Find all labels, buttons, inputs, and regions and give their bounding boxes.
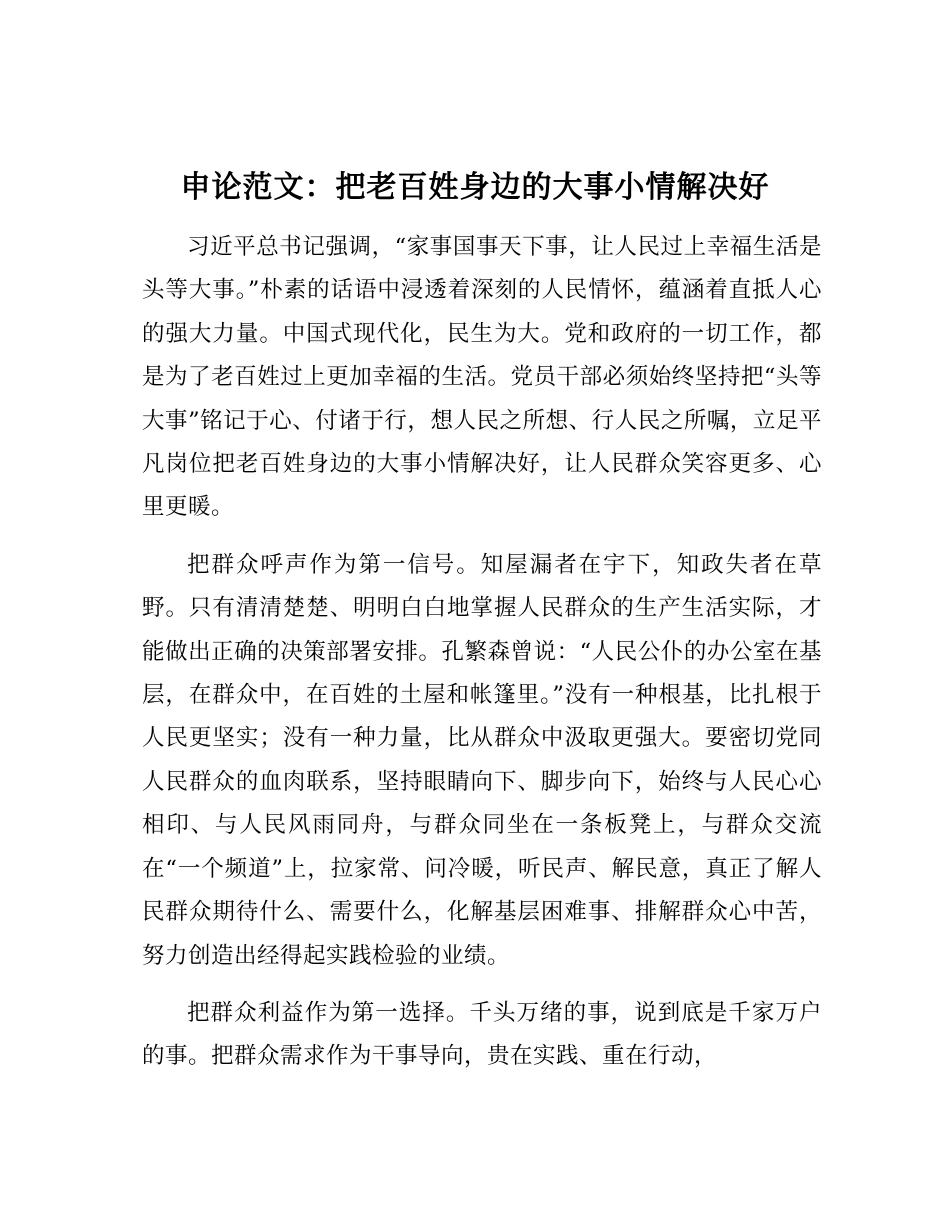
document-title: 申论范文：把老百姓身边的大事小情解决好 — [180, 170, 770, 205]
document-body — [142, 226, 822, 1093]
paragraph-intro: 习近平总书记强调，“家事国事天下事，让人民过上幸福生活是头等大事。”朴素的话语中浸透着深刻的人民情怀，蕴涵着直抵人心的强大力量。中国式现代化，民生为大。党和政府的一切工作，都是为了老百姓过上更加幸福的生活。党员干部必须始终坚持把“头等大事”铭记于心、付诸于行，想人民之所想、行人民之所嘱，立足平凡岗位把老百姓身边的大事小情解决好，让人民群众笑容更多、心里更暖。 — [142, 234, 822, 521]
paragraph-public-interest: 把群众利益作为第一选择。千头万绪的事，说到底是千家万户的事。把群众需求作为干事导向，贵在实践、重在行动， — [142, 999, 822, 1070]
paragraph-public-voice: 把群众呼声作为第一信号。知屋漏者在宇下，知政失者在草野。只有清清楚楚、明明白白地掌握人民群众的生产生活实际，才能做出正确的决策部署安排。孔繁森曾说：“人民公仆的办公室在基层，在群众中，在百姓的土屋和帐篷里。”没有一种根基，比扎根于人民更坚实；没有一种力量，比从群众中汲取更强大。要密切党同人民群众的血肉联系，坚持眼睛向下、脚步向下，始终与人民心心相印、与人民风雨同舟，与群众同坐在一条板凳上，与群众交流在“一个频道”上，拉家常、问冷暖，听民声、解民意，真正了解人民群众期待什么、需要什么，化解基层困难事、排解群众心中苦，努力创造出经得起实践检验的业绩。 — [142, 551, 822, 969]
